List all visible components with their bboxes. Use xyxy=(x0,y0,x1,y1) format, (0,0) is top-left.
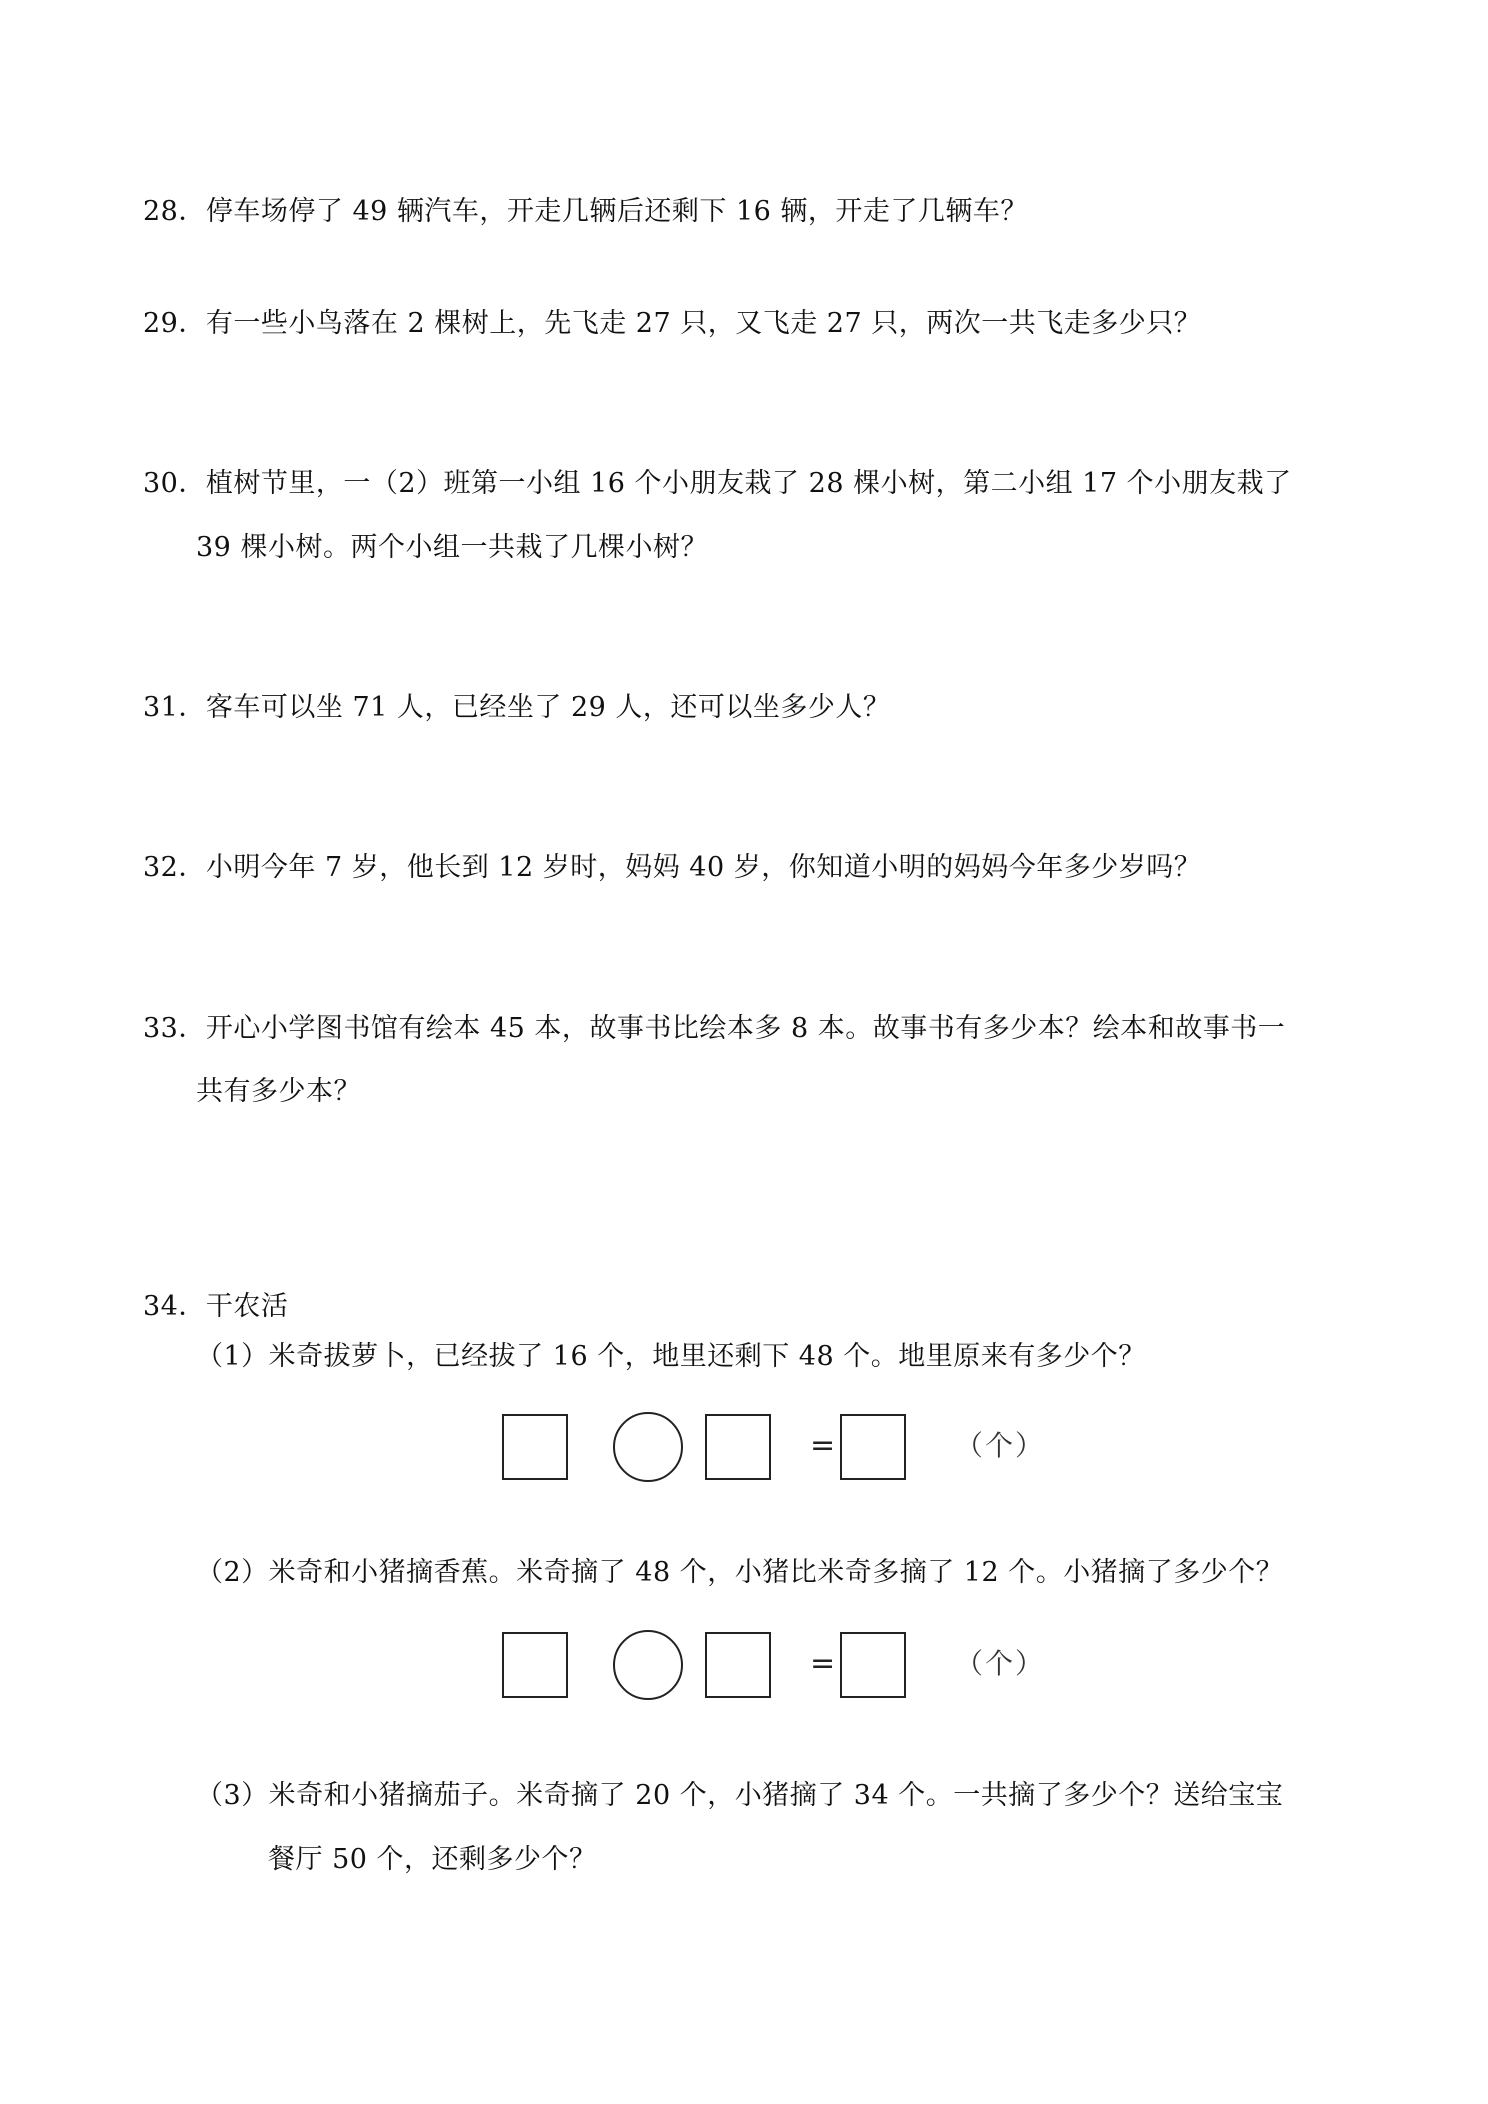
operator-circle[interactable] xyxy=(613,1412,683,1482)
formula-row-1 xyxy=(500,1414,1060,1486)
question-34-title: 34．干农活 xyxy=(143,1291,289,1322)
question-31: 31．客车可以坐 71 人，已经坐了 29 人，还可以坐多少人？ xyxy=(143,692,891,723)
question-33-line-2: 共有多少本？ xyxy=(196,1076,361,1107)
question-32: 32．小明今年 7 岁，他长到 12 岁时，妈妈 40 岁，你知道小明的妈妈今年多少岁吗？ xyxy=(143,852,1202,883)
formula-row-2 xyxy=(500,1632,1060,1704)
question-33-line-1: 33．开心小学图书馆有绘本 45 本，故事书比绘本多 8 本。故事书有多少本？绘本和故事书一 xyxy=(143,1013,1286,1044)
result-box[interactable] xyxy=(840,1632,906,1698)
answer-box[interactable] xyxy=(705,1632,771,1698)
question-29: 29．有一些小鸟落在 2 棵树上，先飞走 27 只，又飞走 27 只，两次一共飞走多少只？ xyxy=(143,308,1202,339)
question-30-line-1: 30．植树节里，一（2）班第一小组 16 个小朋友栽了 28 棵小树，第二小组 17 个小朋友栽了 xyxy=(143,468,1292,499)
answer-box[interactable] xyxy=(502,1414,568,1480)
operator-circle[interactable] xyxy=(613,1630,683,1700)
question-34-part-1: （1）米奇拔萝卜，已经拔了 16 个，地里还剩下 48 个。地里原来有多少个？ xyxy=(196,1341,1146,1372)
unit-label: （个） xyxy=(955,1429,1046,1462)
answer-box[interactable] xyxy=(502,1632,568,1698)
result-box[interactable] xyxy=(840,1414,906,1480)
answer-box[interactable] xyxy=(705,1414,771,1480)
question-34-part-2: （2）米奇和小猪摘香蕉。米奇摘了 48 个，小猪比米奇多摘了 12 个。小猪摘了多少个？ xyxy=(196,1557,1284,1588)
question-34-part-3-line-2: 餐厅 50 个，还剩多少个？ xyxy=(268,1844,597,1875)
question-28: 28．停车场停了 49 辆汽车，开走几辆后还剩下 16 辆，开走了几辆车？ xyxy=(143,196,1028,227)
question-30-line-2: 39 棵小树。两个小组一共栽了几棵小树？ xyxy=(196,532,708,563)
equals-sign: = xyxy=(810,1428,836,1463)
unit-label: （个） xyxy=(955,1647,1046,1680)
question-34-part-3-line-1: （3）米奇和小猪摘茄子。米奇摘了 20 个，小猪摘了 34 个。一共摘了多少个？送给宝宝 xyxy=(196,1780,1284,1811)
equals-sign: = xyxy=(810,1646,836,1681)
